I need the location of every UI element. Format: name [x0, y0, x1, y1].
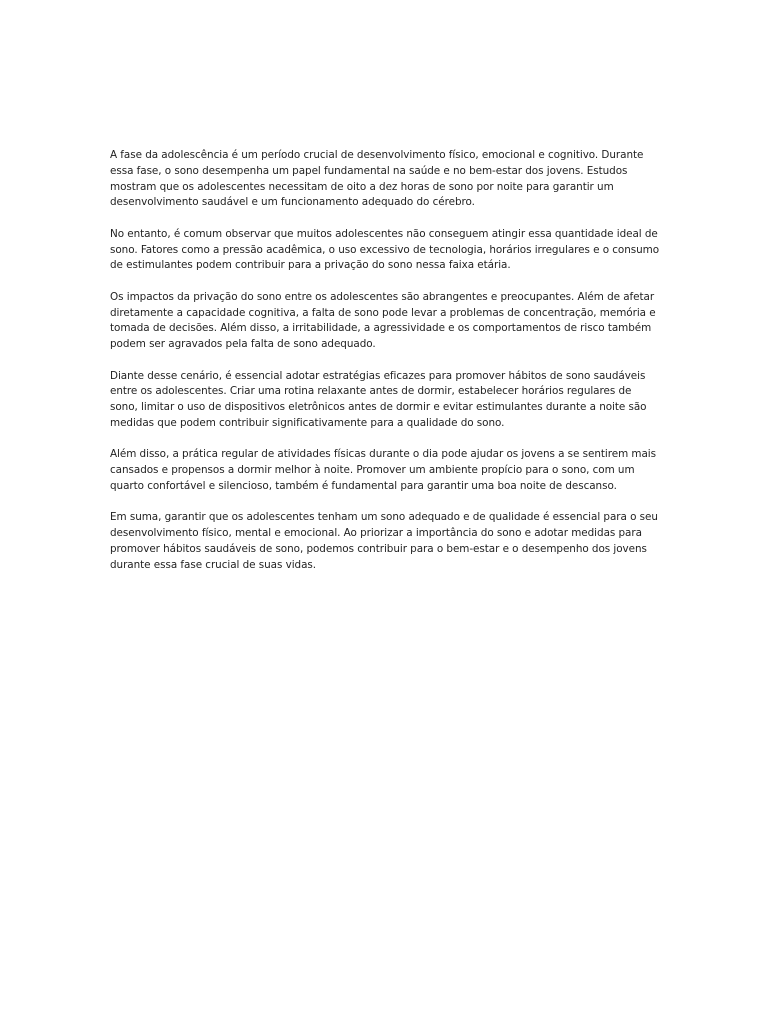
paragraph-3: Os impactos da privação do sono entre os adolescentes são abrangentes e preocupantes. Além de afetar diretamente a capacidade cognitiva, a falta de sono pode levar a problemas de concentração, memória e tomada de decisões. Além disso, a irritabilidade, a agressividade e os comportamentos de risco também podem ser agravados pela falta de sono adequado.: [110, 290, 656, 351]
paragraph-4: Diante desse cenário, é essencial adotar estratégias eficazes para promover hábitos de sono saudáveis entre os adolescentes. Criar uma rotina relaxante antes de dormir, estabelecer horários regulares de sono, limitar o uso de dispositivos eletrônicos antes de dormir e evitar estimulantes durante a noite são medidas que podem contribuir significativamente para a qualidade do sono.: [110, 369, 647, 429]
paragraph-1: A fase da adolescência é um período crucial de desenvolvimento físico, emocional e cognitivo. Durante essa fase, o sono desempenha um papel fundamental na saúde e no bem-estar dos jovens. Estudos mostram que os adolescentes necessitam de oito a dez horas de sono por noite para garantir um desenvolvimento saudável e um funcionamento adequado do cérebro.: [110, 149, 644, 209]
document-body: [110, 148, 662, 589]
paragraph-5: Além disso, a prática regular de atividades físicas durante o dia pode ajudar os jovens a se sentirem mais cansados e propensos a dormir melhor à noite. Promover um ambiente propício para o sono, com um quarto confortável e silencioso, também é fundamental para garantir uma boa noite de descanso.: [110, 448, 656, 492]
paragraph-2: No entanto, é comum observar que muitos adolescentes não conseguem atingir essa quantidade ideal de sono. Fatores como a pressão acadêmica, o uso excessivo de tecnologia, horários irregulares e o consumo de estimulantes podem contribuir para a privação do sono nessa faixa etária.: [110, 227, 660, 272]
paragraph-6: Em suma, garantir que os adolescentes tenham um sono adequado e de qualidade é essencial para o seu desenvolvimento físico, mental e emocional. Ao priorizar a importância do sono e adotar medidas para promover hábitos saudáveis de sono, podemos contribuir para o bem-estar e o desempenho dos jovens durante essa fase crucial de suas vidas.: [110, 511, 658, 571]
